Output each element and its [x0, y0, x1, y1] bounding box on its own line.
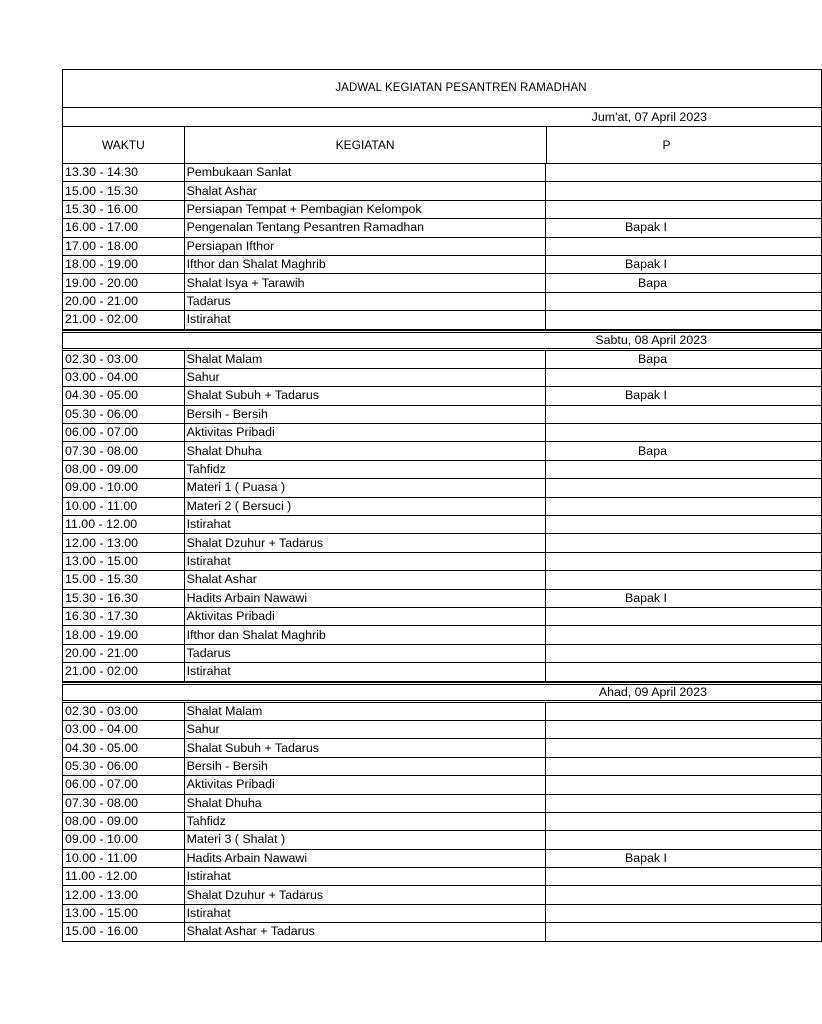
activity-cell: Pembukaan Sanlat [185, 164, 547, 181]
time-cell: 15.00 - 15.30 [63, 571, 185, 588]
activity-cell: Shalat Subuh + Tadarus [185, 387, 547, 404]
table-row [62, 238, 822, 256]
schedule-sheet [62, 69, 707, 942]
pj-cell [546, 739, 821, 756]
table-row [62, 923, 822, 941]
table-row [62, 274, 822, 292]
activity-cell: Tahfidz [185, 461, 547, 478]
pj-cell [546, 571, 821, 588]
table-row [62, 831, 822, 849]
page-title: JADWAL KEGIATAN PESANTREN RAMADHAN [335, 82, 587, 94]
table-row [62, 813, 822, 831]
pj-cell: Bapak I [624, 220, 667, 235]
activity-cell: Hadits Arbain Nawawi [185, 590, 547, 607]
activity-cell: Shalat Ashar [185, 182, 547, 199]
activity-cell: Ifthor dan Shalat Maghrib [185, 626, 547, 643]
activity-cell: Shalat Dzuhur + Tadarus [185, 534, 547, 551]
table-row [62, 739, 822, 757]
pj-cell [546, 553, 821, 570]
pj-cell [546, 201, 821, 218]
pj-cell [546, 886, 821, 903]
time-cell: 15.30 - 16.30 [63, 590, 185, 607]
header-pj: P [662, 137, 671, 152]
time-cell: 06.00 - 07.00 [63, 776, 185, 793]
pj-cell [546, 645, 821, 662]
pj-cell: Bapa [638, 443, 667, 458]
pj-cell [546, 868, 821, 885]
date-row [62, 108, 822, 127]
time-cell: 16.00 - 17.00 [63, 219, 185, 236]
table-row [62, 850, 822, 868]
day-date: Sabtu, 08 April 2023 [595, 332, 707, 347]
date-row [62, 330, 822, 351]
activity-cell: Shalat Malam [185, 703, 547, 720]
pj-cell [546, 608, 821, 625]
activity-cell: Materi 1 ( Puasa ) [185, 479, 547, 496]
pj-cell [546, 479, 821, 496]
activity-cell: Materi 2 ( Bersuci ) [185, 498, 547, 515]
table-row [62, 703, 822, 721]
pj-cell: Bapa [638, 275, 667, 290]
time-cell: 10.00 - 11.00 [63, 498, 185, 515]
activity-cell: Bersih - Bersih [185, 406, 547, 423]
activity-cell: Tadarus [185, 293, 547, 310]
title-row [62, 69, 822, 108]
table-row [62, 498, 822, 516]
activity-cell: Tahfidz [185, 813, 547, 830]
activity-cell: Istirahat [185, 905, 547, 922]
table-row [62, 516, 822, 534]
header-kegiatan: KEGIATAN [185, 127, 547, 163]
pj-cell [546, 293, 821, 310]
activity-cell: Tadarus [185, 645, 547, 662]
time-cell: 05.30 - 06.00 [63, 406, 185, 423]
table-row [62, 645, 822, 663]
header-waktu: WAKTU [63, 127, 185, 163]
table-row [62, 571, 822, 589]
table-row [62, 868, 822, 886]
activity-cell: Bersih - Bersih [185, 758, 547, 775]
activity-cell: Shalat Ashar + Tadarus [185, 923, 547, 940]
table-row [62, 424, 822, 442]
activity-cell: Istirahat [185, 868, 547, 885]
table-row [62, 406, 822, 424]
table-row [62, 369, 822, 387]
activity-cell: Shalat Dhuha [185, 795, 547, 812]
date-row [62, 682, 822, 703]
activity-cell: Aktivitas Pribadi [185, 608, 547, 625]
time-cell: 04.30 - 05.00 [63, 387, 185, 404]
schedule-table [62, 69, 822, 942]
table-row [62, 795, 822, 813]
activity-cell: Shalat Dzuhur + Tadarus [185, 886, 547, 903]
activity-cell: Istirahat [185, 663, 547, 680]
table-row [62, 461, 822, 479]
activity-cell: Materi 3 ( Shalat ) [185, 831, 547, 848]
activity-cell: Istirahat [185, 311, 547, 328]
time-cell: 12.00 - 13.00 [63, 534, 185, 551]
days-container [62, 108, 822, 942]
activity-cell: Aktivitas Pribadi [185, 776, 547, 793]
pj-cell [546, 831, 821, 848]
time-cell: 17.00 - 18.00 [63, 238, 185, 255]
activity-cell: Hadits Arbain Nawawi [185, 850, 547, 867]
pj-cell [546, 406, 821, 423]
time-cell: 18.00 - 19.00 [63, 626, 185, 643]
time-cell: 08.00 - 09.00 [63, 813, 185, 830]
time-cell: 21.00 - 02.00 [63, 663, 185, 680]
activity-cell: Persiapan Ifthor [185, 238, 547, 255]
activity-cell: Sahur [185, 369, 547, 386]
day-date: Jum'at, 07 April 2023 [591, 109, 707, 124]
pj-cell: Bapak I [624, 388, 667, 403]
activity-cell: Pengenalan Tentang Pesantren Ramadhan [185, 219, 547, 236]
pj-cell [546, 534, 821, 551]
pj-cell: Bapak I [624, 257, 667, 272]
pj-cell [546, 369, 821, 386]
pj-cell [546, 311, 821, 328]
pj-cell [546, 758, 821, 775]
pj-cell [546, 776, 821, 793]
time-cell: 19.00 - 20.00 [63, 274, 185, 291]
pj-cell [546, 813, 821, 830]
day-date: Ahad, 09 April 2023 [598, 684, 707, 699]
time-cell: 10.00 - 11.00 [63, 850, 185, 867]
time-cell: 16.30 - 17.30 [63, 608, 185, 625]
header-row [62, 127, 822, 164]
pj-cell [546, 424, 821, 441]
table-row [62, 886, 822, 904]
table-row [62, 311, 822, 329]
pj-cell [546, 905, 821, 922]
time-cell: 11.00 - 12.00 [63, 868, 185, 885]
pj-cell [546, 721, 821, 738]
pj-cell: Bapak I [624, 850, 667, 865]
table-row [62, 590, 822, 608]
table-row [62, 219, 822, 237]
time-cell: 09.00 - 10.00 [63, 831, 185, 848]
time-cell: 15.00 - 15.30 [63, 182, 185, 199]
table-row [62, 905, 822, 923]
time-cell: 13.00 - 15.00 [63, 905, 185, 922]
time-cell: 07.30 - 08.00 [63, 795, 185, 812]
time-cell: 04.30 - 05.00 [63, 739, 185, 756]
table-row [62, 387, 822, 405]
table-row [62, 776, 822, 794]
time-cell: 12.00 - 13.00 [63, 886, 185, 903]
activity-cell: Aktivitas Pribadi [185, 424, 547, 441]
table-row [62, 201, 822, 219]
pj-cell [546, 703, 821, 720]
pj-cell [546, 923, 821, 940]
time-cell: 09.00 - 10.00 [63, 479, 185, 496]
time-cell: 03.00 - 04.00 [63, 721, 185, 738]
time-cell: 21.00 - 02.00 [63, 311, 185, 328]
pj-cell: Bapa [638, 351, 667, 366]
time-cell: 18.00 - 19.00 [63, 256, 185, 273]
time-cell: 06.00 - 07.00 [63, 424, 185, 441]
pj-cell [546, 498, 821, 515]
activity-cell: Shalat Dhuha [185, 442, 547, 459]
time-cell: 08.00 - 09.00 [63, 461, 185, 478]
pj-cell [546, 164, 821, 181]
time-cell: 05.30 - 06.00 [63, 758, 185, 775]
activity-cell: Istirahat [185, 553, 547, 570]
activity-cell: Ifthor dan Shalat Maghrib [185, 256, 547, 273]
pj-cell [546, 663, 821, 680]
time-cell: 13.00 - 15.00 [63, 553, 185, 570]
time-cell: 07.30 - 08.00 [63, 442, 185, 459]
time-cell: 15.30 - 16.00 [63, 201, 185, 218]
time-cell: 02.30 - 03.00 [63, 351, 185, 368]
time-cell: 11.00 - 12.00 [63, 516, 185, 533]
table-row [62, 663, 822, 681]
pj-cell [546, 795, 821, 812]
time-cell: 13.30 - 14.30 [63, 164, 185, 181]
time-cell: 02.30 - 03.00 [63, 703, 185, 720]
pj-cell: Bapak I [624, 590, 667, 605]
activity-cell: Shalat Isya + Tarawih [185, 274, 547, 291]
activity-cell: Persiapan Tempat + Pembagian Kelompok [185, 201, 547, 218]
pj-cell [546, 461, 821, 478]
table-row [62, 351, 822, 369]
table-row [62, 164, 822, 182]
time-cell: 20.00 - 21.00 [63, 645, 185, 662]
table-row [62, 442, 822, 460]
time-cell: 20.00 - 21.00 [63, 293, 185, 310]
table-row [62, 608, 822, 626]
pj-cell [546, 182, 821, 199]
table-row [62, 758, 822, 776]
time-cell: 03.00 - 04.00 [63, 369, 185, 386]
activity-cell: Shalat Malam [185, 351, 547, 368]
table-row [62, 256, 822, 274]
pj-cell [546, 516, 821, 533]
activity-cell: Istirahat [185, 516, 547, 533]
table-row [62, 721, 822, 739]
table-row [62, 182, 822, 200]
table-row [62, 626, 822, 644]
activity-cell: Sahur [185, 721, 547, 738]
activity-cell: Shalat Ashar [185, 571, 547, 588]
table-row [62, 553, 822, 571]
time-cell: 15.00 - 16.00 [63, 923, 185, 940]
table-row [62, 479, 822, 497]
activity-cell: Shalat Subuh + Tadarus [185, 739, 547, 756]
pj-cell [546, 238, 821, 255]
table-row [62, 293, 822, 311]
pj-cell [546, 626, 821, 643]
table-row [62, 534, 822, 552]
